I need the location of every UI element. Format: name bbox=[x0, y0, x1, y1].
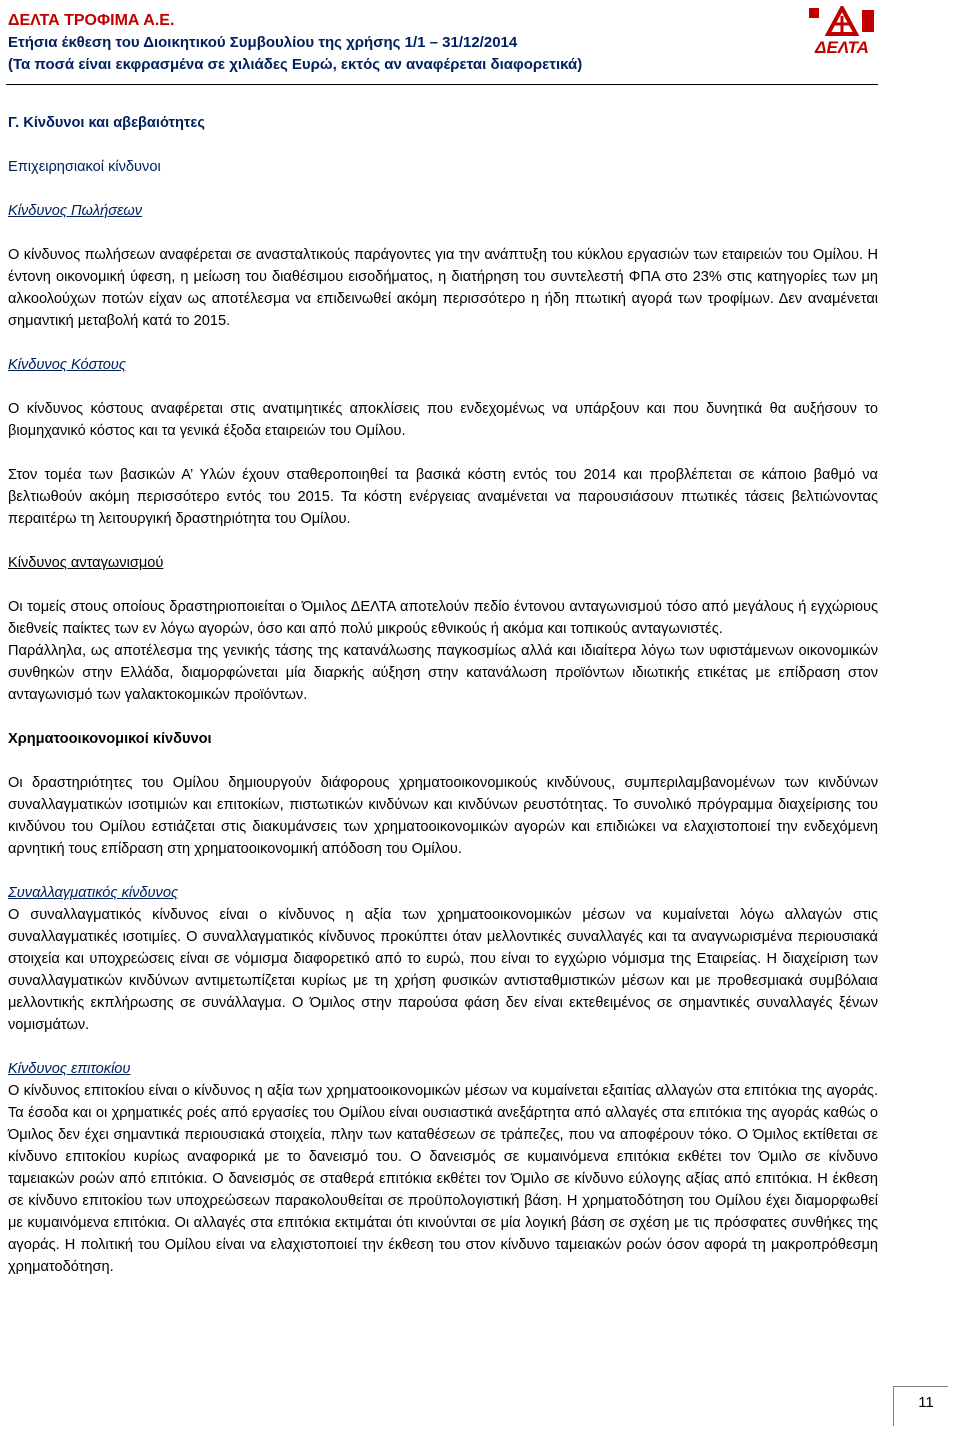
delta-logo-icon bbox=[806, 6, 878, 56]
interest-risk-text: Ο κίνδυνος επιτοκίου είναι ο κίνδυνος η αξία των χρηματοοικονομικών μέσων να κυμαίνεται εξαιτίας αλλαγών στα επιτόκια της αγοράς. Τα έσοδα και οι χρηματικές ροές από εργασίες του Ομίλου είναι ουσιαστικά ανεξάρτητα από αλλαγές στα επιτόκια της αγοράς καθώς ο Όμιλος δεν έχει σημαντικά περιουσιακά στοιχεία, πλην των καταθέσεων σε τράπεζες, που να αποφέρουν τόκο. Ο Όμιλος εκτίθεται σε κίνδυνο επιτοκίου κυρίως αναφορικά με το δανεισμό του. Ο δανεισμός σε κυμαινόμενα επιτόκια εκθέτει τον Όμιλο σε κίνδυνο ταμειακών ροών από επιτόκια. Ο δανεισμός σε σταθερά επιτόκια εκθέτει τον Όμιλο σε κίνδυνο εύλογης αξίας από επιτόκια. Η έκθεση σε κίνδυνο επιτοκίου των υποχρεώσεων παρακολουθείται σε προϋπολογιστική βάση. Η χρηματοδότηση του Ομίλου έχει διαμορφωθεί με κυμαινόμενα επιτόκια. Οι αλλαγές στα επιτόκια εκτιμάται ότι κινούνται σε μία λογική βάση σε σχέση με τις πρόσφατες συνθήκες της αγοράς. Η πολιτική του Ομίλου είναι να ελαχιστοποιεί την έκθεση του στον κίνδυνο ταμειακών ροών όσον αφορά τη μακροπρόθεσμη χρηματοδότηση. bbox=[8, 1083, 878, 1275]
sales-risk-text: Ο κίνδυνος πωλήσεων αναφέρεται σε ανασταλτικούς παράγοντες για την ανάπτυξη του κύκλου εργασιών των εταιρειών του Ομίλου. Η έντονη οικονομική ύφεση, η μείωση του διαθέσιμου εισοδήματος, η διατήρηση του συντελεστή ΦΠΑ στο 23% στις κατηγορίες των μη αλκοολούχων ποτών είχαν ως αποτέλεσμα να επιδεινωθεί ακόμη περισσότερο η ήδη πτωτική αγορά των τροφίμων. Δεν αναμένεται σημαντική μεταβολή κατά το 2015. bbox=[8, 247, 878, 329]
competition-risk-heading: Κίνδυνος ανταγωνισμού bbox=[8, 555, 164, 571]
report-header bbox=[8, 10, 788, 76]
sales-risk-heading: Κίνδυνος Πωλήσεων bbox=[8, 203, 143, 219]
page-number: 11 bbox=[918, 1394, 934, 1411]
financial-risks-heading: Χρηματοοικονομικοί κίνδυνοι bbox=[8, 731, 212, 747]
report-title: Ετήσια έκθεση του Διοικητικού Συμβουλίου της χρήσης 1/1 – 31/12/2014 bbox=[8, 34, 518, 51]
cost-risk-text-1: Ο κίνδυνος κόστους αναφέρεται στις ανατιμητικές αποκλίσεις που ενδεχομένως να υπάρξουν και που δυνητικά θα αυξήσουν το βιομηχανικό κόστος και τα γενικά έξοδα εταιρειών του Ομίλου. bbox=[8, 401, 878, 439]
delta-logo bbox=[806, 6, 878, 56]
business-risks-heading: Επιχειρησιακοί κίνδυνοι bbox=[8, 159, 161, 175]
fx-risk-heading: Συναλλαγματικός κίνδυνος bbox=[8, 885, 179, 901]
section-title: Γ. Κίνδυνοι και αβεβαιότητες bbox=[8, 115, 205, 131]
page-number-divider bbox=[893, 1386, 948, 1387]
header-divider bbox=[6, 84, 878, 85]
logo-wordmark: ΔΕΛΤΑ bbox=[815, 38, 869, 56]
company-name: ΔΕΛΤΑ ΤΡΟΦΙΜΑ Α.Ε. bbox=[8, 12, 175, 29]
competition-risk-text-2: Παράλληλα, ως αποτέλεσμα της γενικής τάσης της κατανάλωσης παγκοσμίως αλλά και ιδιαίτερα λόγω των υφιστάμενων οικονομικών συνθηκών στην Ελλάδα, διαμορφώνεται μία διαρκής αύξηση στην κατανάλωση προϊόντων ιδιωτικής ετικέτας με επίδραση στον ανταγωνισμό των γαλακτοκομικών προϊόντων. bbox=[8, 643, 878, 703]
competition-risk-text-1: Οι τομείς στους οποίους δραστηριοποιείται ο Όμιλος ΔΕΛΤΑ αποτελούν πεδίο έντονου ανταγωνισμού τόσο από μεγάλους ή εγχώριους διεθνείς παίκτες των εν λόγω αγορών, όσο και από πολύ μικρούς εθνικούς ή ακόμα και τοπικούς ανταγωνιστές. bbox=[8, 599, 878, 637]
interest-risk-heading: Κίνδυνος επιτοκίου bbox=[8, 1061, 131, 1077]
fx-risk-text: Ο συναλλαγματικός κίνδυνος είναι ο κίνδυνος η αξία των χρηματοοικονομικών μέσων να κυμαίνεται λόγω αλλαγών στις συναλλαγματικές ισοτιμίες. Ο συναλλαγματικός κίνδυνος προκύπτει όταν μελλοντικές συναλλαγές και τα αναγνωρισμένα περιουσιακά στοιχεία και υποχρεώσεις είναι σε νόμισμα διαφορετικό από το ευρώ, που είναι το εγχώριο νόμισμα της Εταιρείας. Η διαχείριση των συναλλαγματικών κινδύνων αντιμετωπίζεται κυρίως με τη χρήση φυσικών αντισταθμιστικών μέσων και με προθεσμιακά συμβόλαια μελλοντικής εκπλήρωσης σε συνάλλαγμα. Ο Όμιλος στην παρούσα φάση δεν είναι εκτεθειμένος σε σημαντικές συναλλαγές ξένων νομισμάτων. bbox=[8, 907, 878, 1033]
document-body bbox=[8, 112, 878, 1278]
amounts-note: (Τα ποσά είναι εκφρασμένα σε χιλιάδες Ευρώ, εκτός αν αναφέρεται διαφορετικά) bbox=[8, 56, 583, 73]
page-number-vertical-divider bbox=[893, 1386, 894, 1426]
financial-risks-text: Οι δραστηριότητες του Ομίλου δημιουργούν διάφορους χρηματοοικονομικούς κινδύνους, συμπεριλαμβανομένων των κινδύνων συναλλαγματικών ισοτιμιών και επιτοκίων, πιστωτικών κινδύνων και κινδύνων ρευστότητας. Το συνολικό πρόγραμμα διαχείρισης του κινδύνου του Ομίλου εστιάζεται στις διακυμάνσεις των χρηματοοικονομικών αγορών και επιδιώκει να ελαχιστοποιεί την ενδεχόμενη αρνητική τους επίδραση στη χρηματοοικονομική απόδοση του Ομίλου. bbox=[8, 775, 878, 857]
cost-risk-text-2: Στον τομέα των βασικών Α’ Υλών έχουν σταθεροποιηθεί τα βασικά κόστη εντός του 2014 και προβλέπεται σε κάποιο βαθμό να βελτιωθούν ακόμη περισσότερο εντός του 2015. Τα κόστη ενέργειας αναμένεται να παρουσιάσουν πτωτικές τάσεις βελτιώνοντας περαιτέρω τη λειτουργική δραστηριότητα του Ομίλου. bbox=[8, 467, 878, 527]
cost-risk-heading: Κίνδυνος Κόστους bbox=[8, 357, 126, 373]
